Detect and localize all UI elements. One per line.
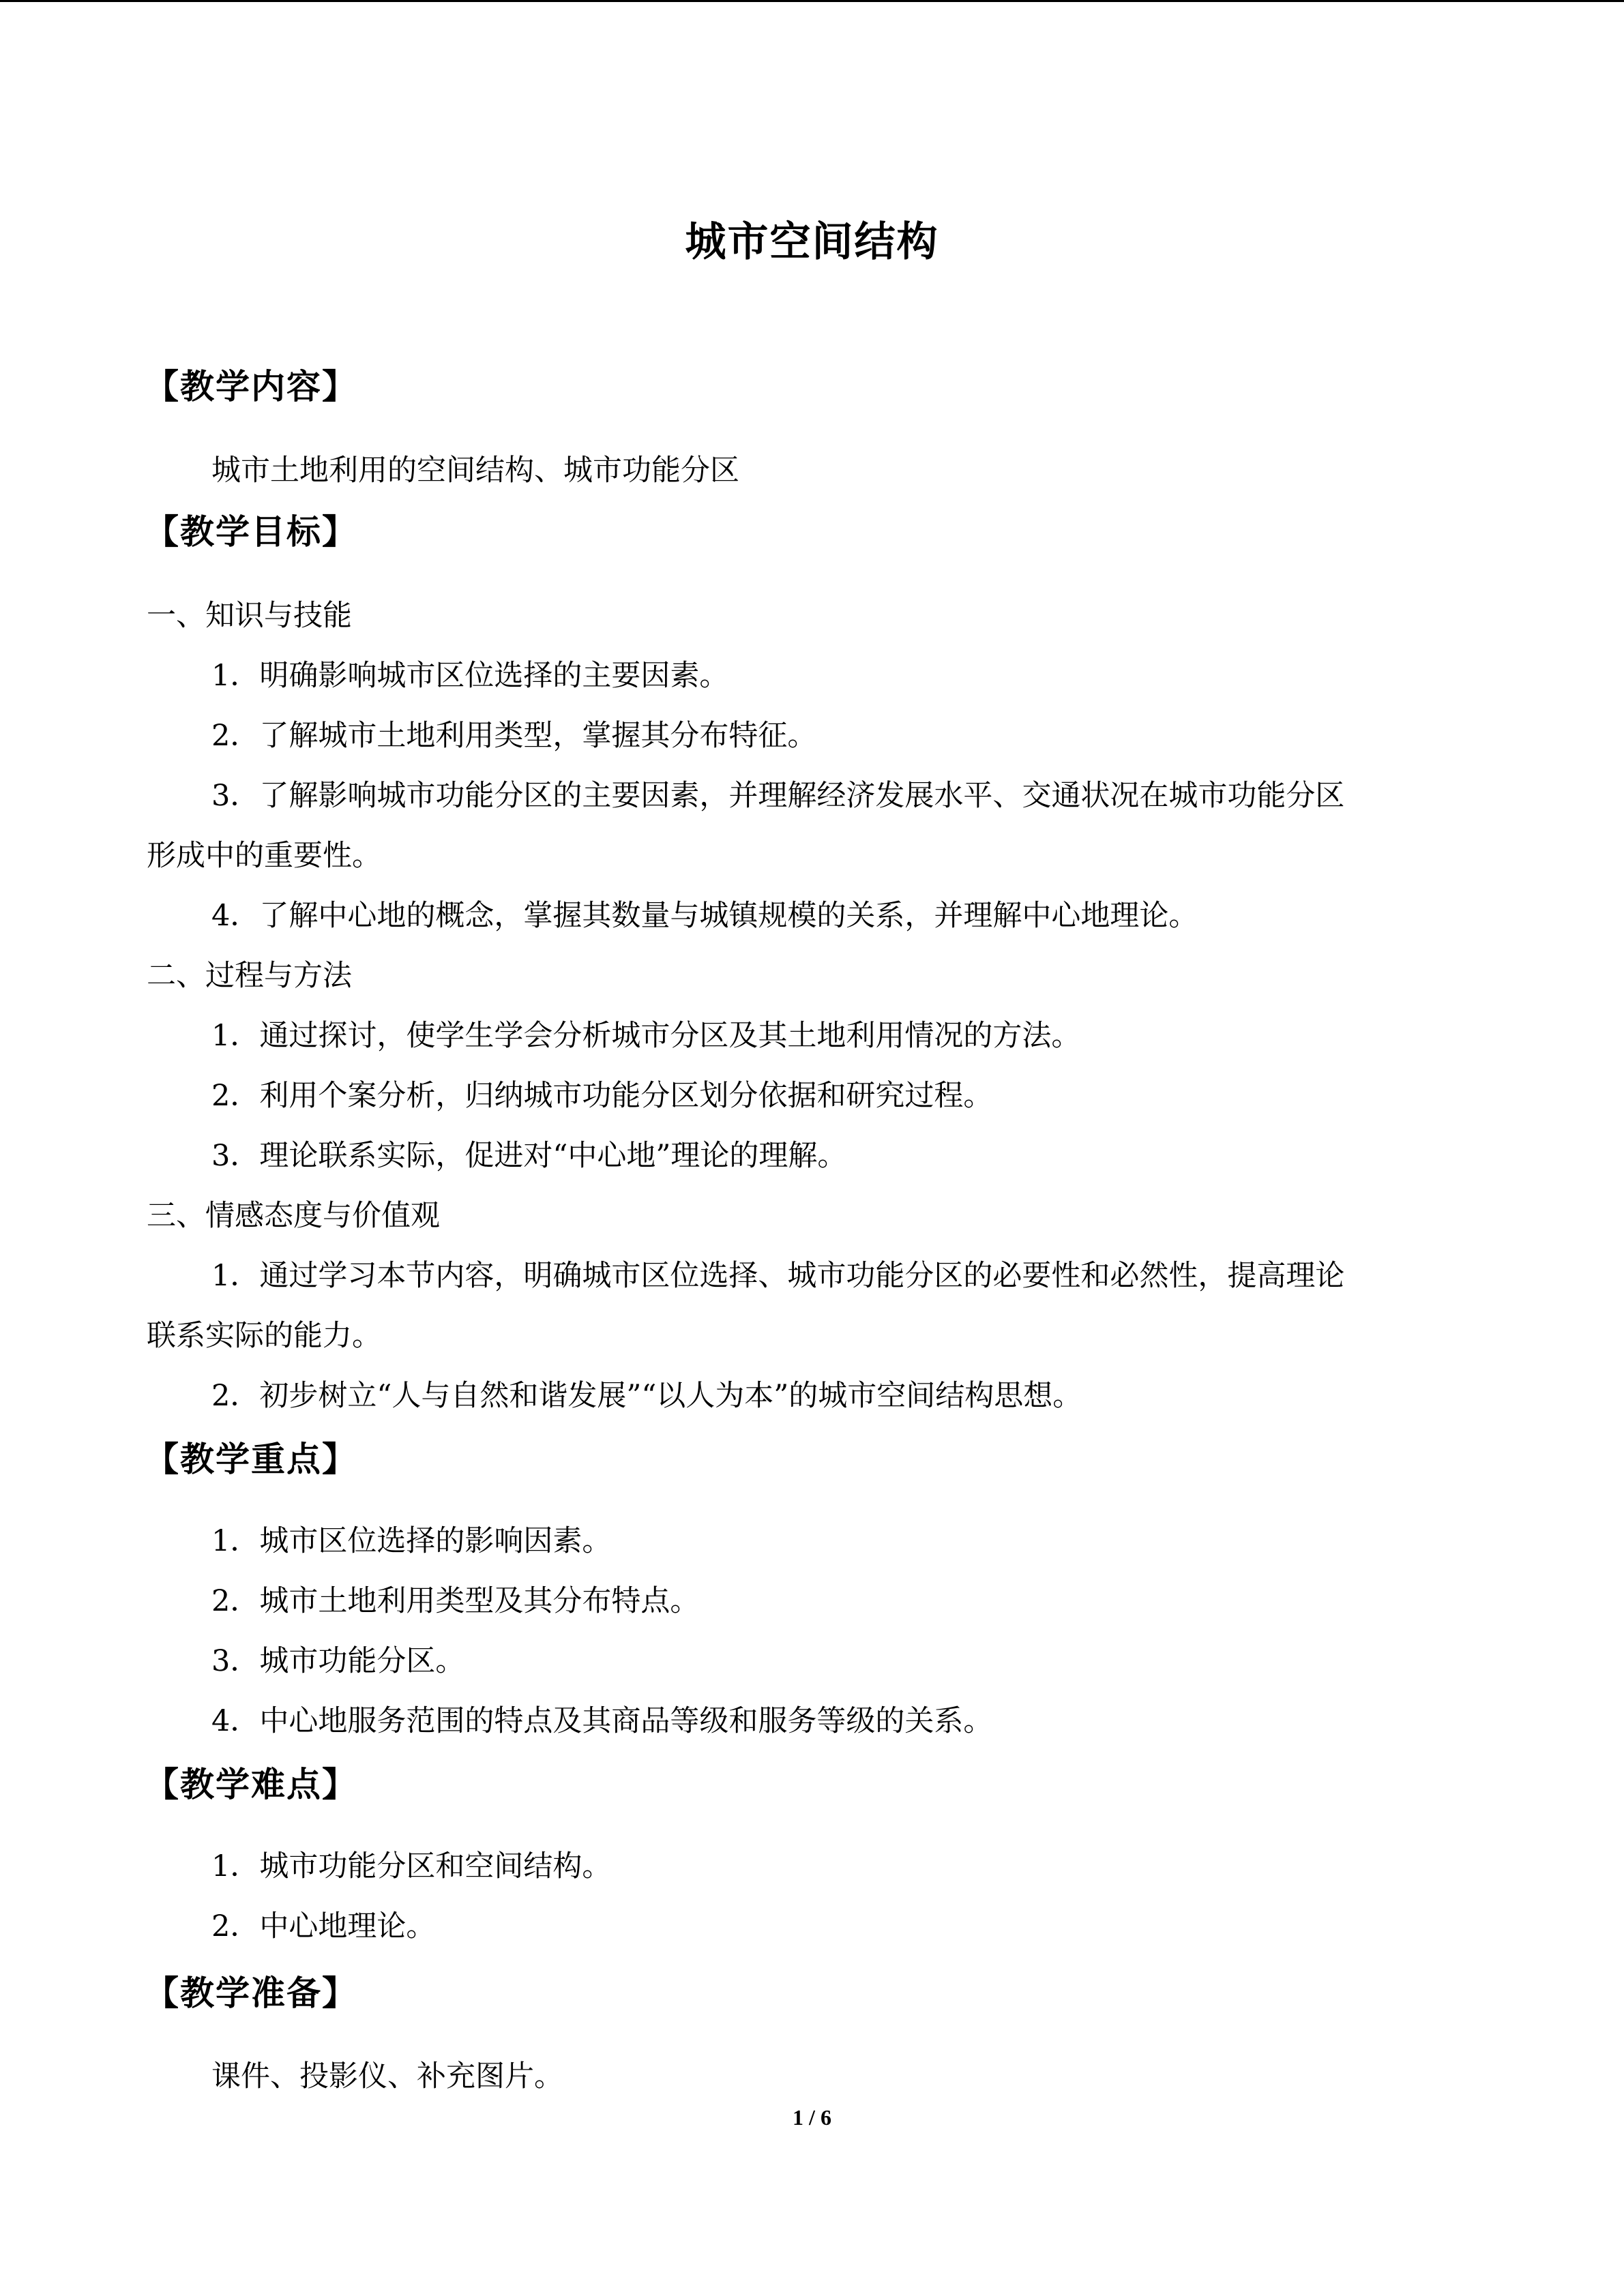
list-item: 1．通过学习本节内容，明确城市区位选择、城市功能分区的必要性和必然性，提高理论 [211, 1259, 1345, 1293]
list-item: 2．初步树立“人与自然和谐发展”“以人为本”的城市空间结构思想。 [211, 1379, 1082, 1413]
subheading-attitude: 三、情感态度与价值观 [147, 1199, 440, 1233]
teaching-content-text: 城市土地利用的空间结构、城市功能分区 [211, 453, 739, 488]
preparation-text: 课件、投影仪、补充图片。 [211, 2059, 563, 2093]
subheading-knowledge: 一、知识与技能 [147, 599, 352, 633]
list-item: 2．了解城市土地利用类型，掌握其分布特征。 [211, 719, 817, 753]
document-title: 城市空间结构 [685, 218, 939, 266]
heading-teaching-goals: 【教学目标】 [145, 512, 357, 552]
list-item: 2．利用个案分析，归纳城市功能分区划分依据和研究过程。 [211, 1079, 993, 1113]
heading-key-points: 【教学重点】 [145, 1440, 357, 1479]
page-top-border [0, 0, 1624, 2]
list-item: 4．中心地服务范围的特点及其商品等级和服务等级的关系。 [211, 1704, 993, 1738]
list-item: 1．通过探讨，使学生学会分析城市分区及其土地利用情况的方法。 [211, 1019, 1081, 1053]
list-item: 3．理论联系实际，促进对“中心地”理论的理解。 [211, 1139, 847, 1173]
list-item-continuation: 联系实际的能力。 [147, 1319, 381, 1353]
list-item: 1．城市功能分区和空间结构。 [211, 1849, 612, 1883]
list-item: 2．城市土地利用类型及其分布特点。 [211, 1584, 700, 1618]
subheading-process: 二、过程与方法 [147, 959, 352, 993]
heading-preparation: 【教学准备】 [145, 1973, 357, 2013]
list-item-continuation: 形成中的重要性。 [147, 839, 381, 873]
list-item: 3．了解影响城市功能分区的主要因素，并理解经济发展水平、交通状况在城市功能分区 [211, 779, 1345, 813]
list-item: 2．中心地理论。 [211, 1909, 436, 1943]
list-item: 4．了解中心地的概念，掌握其数量与城镇规模的关系，并理解中心地理论。 [211, 899, 1198, 933]
heading-difficulties: 【教学难点】 [145, 1765, 357, 1804]
list-item: 1．城市区位选择的影响因素。 [211, 1524, 612, 1558]
list-item: 3．城市功能分区。 [211, 1644, 465, 1678]
page-number: 1 / 6 [793, 2105, 831, 2130]
heading-teaching-content: 【教学内容】 [145, 367, 357, 406]
list-item: 1．明确影响城市区位选择的主要因素。 [211, 659, 729, 693]
